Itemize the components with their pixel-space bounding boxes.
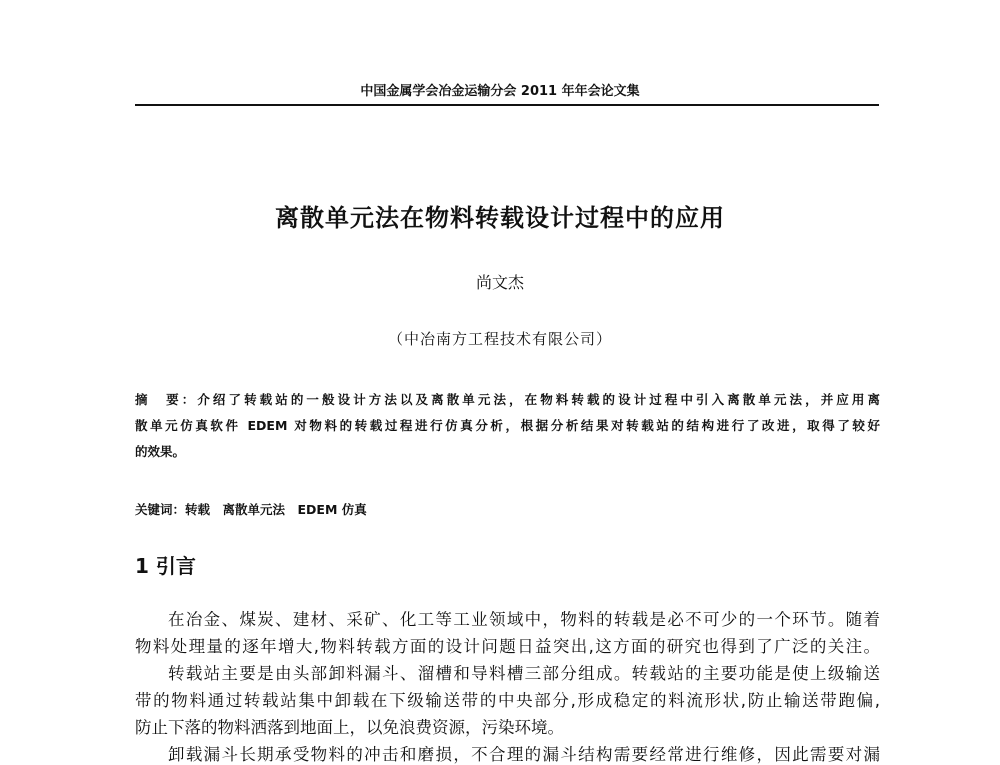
body-line: 物料处理量的逐年增大,物料转载方面的设计问题日益突出,这方面的研究也得到了广泛的关注。 [135, 637, 880, 656]
author: 尚文杰 [475, 273, 524, 292]
section-heading: 1 引言 [135, 554, 196, 578]
body-line: 转载站主要是由头部卸料漏斗、溜槽和导料槽三部分组成。转载站的主要功能是使上级输送 [168, 664, 880, 683]
abstract-line: 的效果。 [135, 444, 186, 459]
header-rule [135, 104, 879, 106]
body-line: 防止下落的物料洒落到地面上，以免浪费资源，污染环境。 [135, 718, 564, 737]
abstract-line: 散单元仿真软件 EDEM 对物料的转载过程进行仿真分析，根据分析结果对转载站的结构进行了改进，取得了较好 [135, 418, 880, 433]
paper-title: 离散单元法在物料转载设计过程中的应用 [275, 204, 725, 232]
running-head: 中国金属学会冶金运输分会 2011 年年会论文集 [360, 84, 640, 99]
abstract-text: 介绍了转载站的一般设计方法以及离散单元法，在物料转载的设计过程中引入离散单元法，并应用离 [197, 392, 880, 407]
abstract-line [135, 390, 880, 410]
abstract-label: 摘 要： [135, 392, 198, 407]
affiliation: （中冶南方工程技术有限公司） [387, 330, 612, 348]
body-line: 在冶金、煤炭、建材、采矿、化工等工业领域中，物料的转载是必不可少的一个环节。随着 [168, 610, 880, 629]
body-line: 卸载漏斗长期承受物料的冲击和磨损，不合理的漏斗结构需要经常进行维修，因此需要对漏 [168, 745, 880, 764]
keywords [135, 500, 880, 520]
body-line: 带的物料通过转载站集中卸载在下级输送带的中央部分,形成稳定的料流形状,防止输送带跑偏, [135, 691, 880, 710]
keywords-text: 转载 离散单元法 EDEM 仿真 [185, 502, 367, 517]
keywords-label: 关键词： [135, 502, 186, 517]
